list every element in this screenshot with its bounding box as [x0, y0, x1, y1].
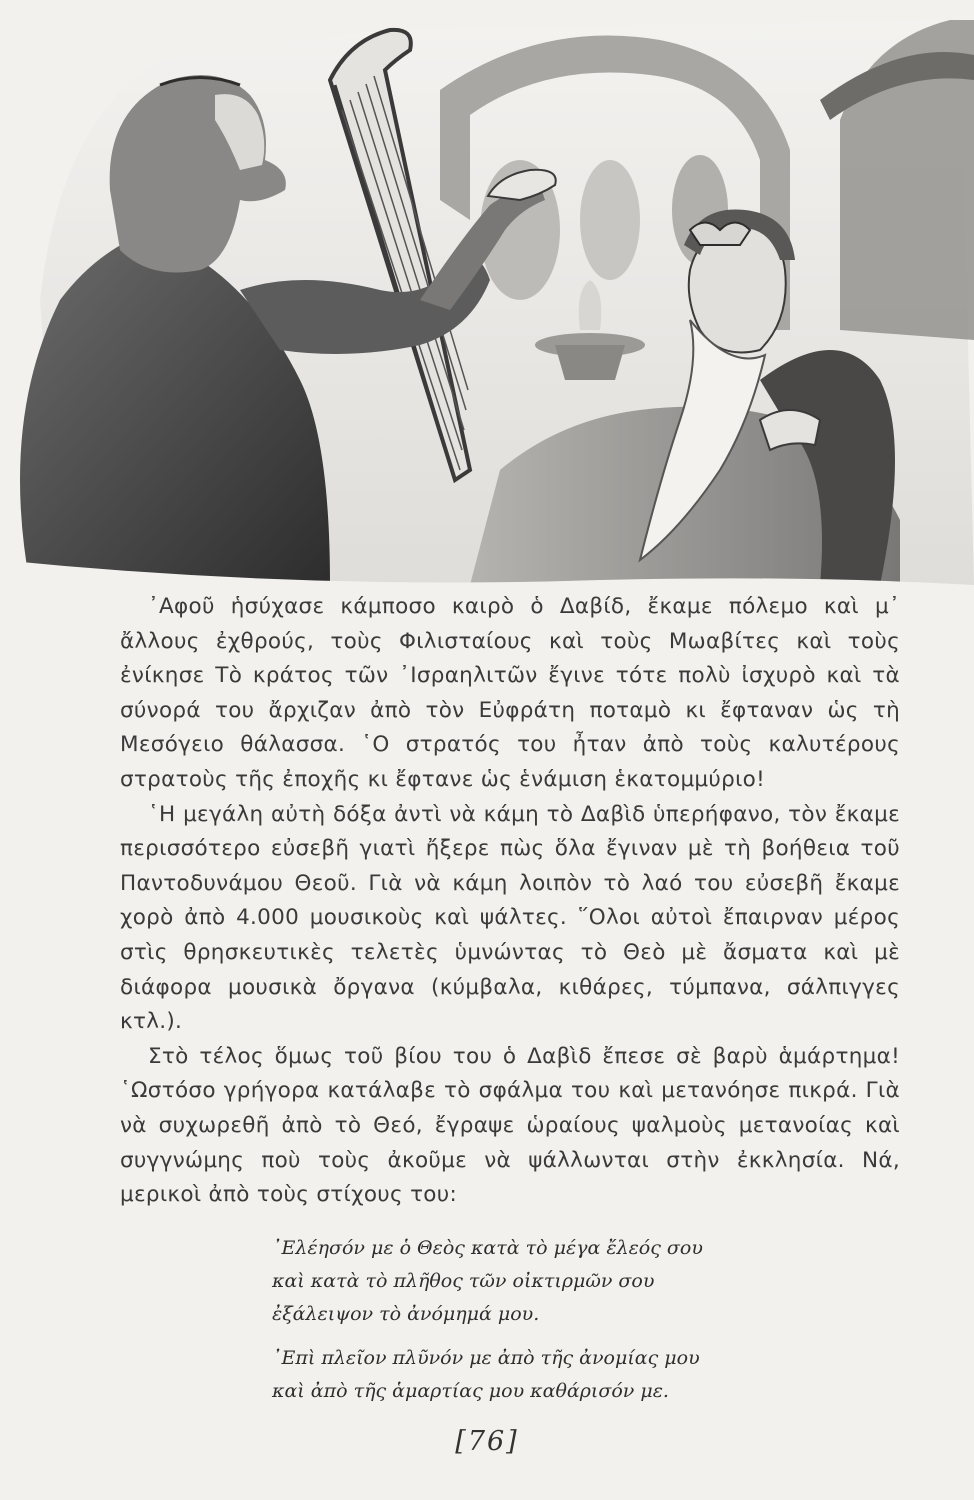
verse-line: ᾿Ελέησόν με ὁ Θεὸς κατὰ τὸ μέγα ἔλεός σου: [272, 1237, 703, 1259]
page-number: [76]: [455, 1426, 519, 1457]
verse-line: ᾿Επὶ πλεῖον πλῦνόν με ἀπὸ τῆς ἀνομίας μου: [272, 1347, 700, 1369]
story-text: [120, 590, 900, 1213]
paragraph-3: Στὸ τέλος ὅμως τοῦ βίου του ὁ Δαβὶδ ἔπεσε σὲ βαρὺ ἁμάρτημα! ῾Ωστόσο γρήγορα κατάλαβε τὸ σφάλμα του καὶ μετανόησε πικρά. Γιὰ νὰ συχωρεθῆ ἀπὸ τὸ Θεό, ἔγραψε ὡραίους ψαλμοὺς μετανοίας καὶ συγγνώμης ποὺ τοὺς ἀκοῦμε νὰ ψάλλωνται στὴν ἐκκλησία. Νά, μερικοὶ ἀπὸ τοὺς στίχους του:: [120, 1043, 900, 1208]
psalm-verses: [272, 1232, 832, 1419]
paragraph-2: ῾Η μεγάλη αὐτὴ δόξα ἀντὶ νὰ κάμη τὸ Δαβὶδ ὑπερήφανο, τὸν ἔκαμε περισσότερο εὐσεβῆ γιατὶ ἤξερε πὼς ὅλα ἔγιναν μὲ τὴ βοήθεια τοῦ Παντοδυνάμου Θεοῦ. Γιὰ νὰ κάμη λοιπὸν τὸ λαό του εὐσεβῆ ἔκαμε χορὸ ἀπὸ 4.000 μουσικοὺς καὶ ψάλτες. ῞Ολοι αὐτοὶ ἔπαιρναν μέρος στὶς θρησκευτικὲς τελετὲς ὑμνώντας τὸ Θεὸ μὲ ἄσματα καὶ μὲ διάφορα μουσικὰ ὄργανα (κύμβαλα, κιθάρες, τύμπανα, σάλπιγγες κτλ.).: [120, 801, 900, 1035]
verse-line: καὶ ἀπὸ τῆς ἁμαρτίας μου καθάρισόν με.: [272, 1380, 669, 1402]
verse-line: ἐξάλειψον τὸ ἀνόμημά μου.: [272, 1303, 540, 1325]
verse-stanza-2: [272, 1342, 832, 1408]
paragraph-1: ᾿Αφοῦ ἡσύχασε κάμποσο καιρὸ ὁ Δαβίδ, ἔκαμε πόλεμο καὶ μ᾿ ἄλλους ἐχθρούς, τοὺς Φιλισταίους καὶ τοὺς Μωαβίτες καὶ τοὺς ἐνίκησε Τὸ κράτος τῶν ᾿Ισραηλιτῶν ἔγινε τότε πολὺ ἰσχυρὸ καὶ τὰ σύνορά του ἄρχιζαν ἀπὸ τὸν Εὐφράτη ποταμὸ κι ἔφταναν ὡς τὴ Μεσόγειο θάλασσα. ῾Ο στρατός του ἦταν ἀπὸ τοὺς καλυτέρους στρατοὺς τῆς ἐποχῆς κι ἔφτανε ὡς ἑνάμιση ἑκατομμύριο!: [120, 594, 900, 792]
harp-player-and-king-illustration: [0, 0, 974, 585]
verse-stanza-1: [272, 1232, 832, 1331]
verse-line: καὶ κατὰ τὸ πλῆθος τῶν οἰκτιρμῶν σου: [272, 1270, 655, 1292]
